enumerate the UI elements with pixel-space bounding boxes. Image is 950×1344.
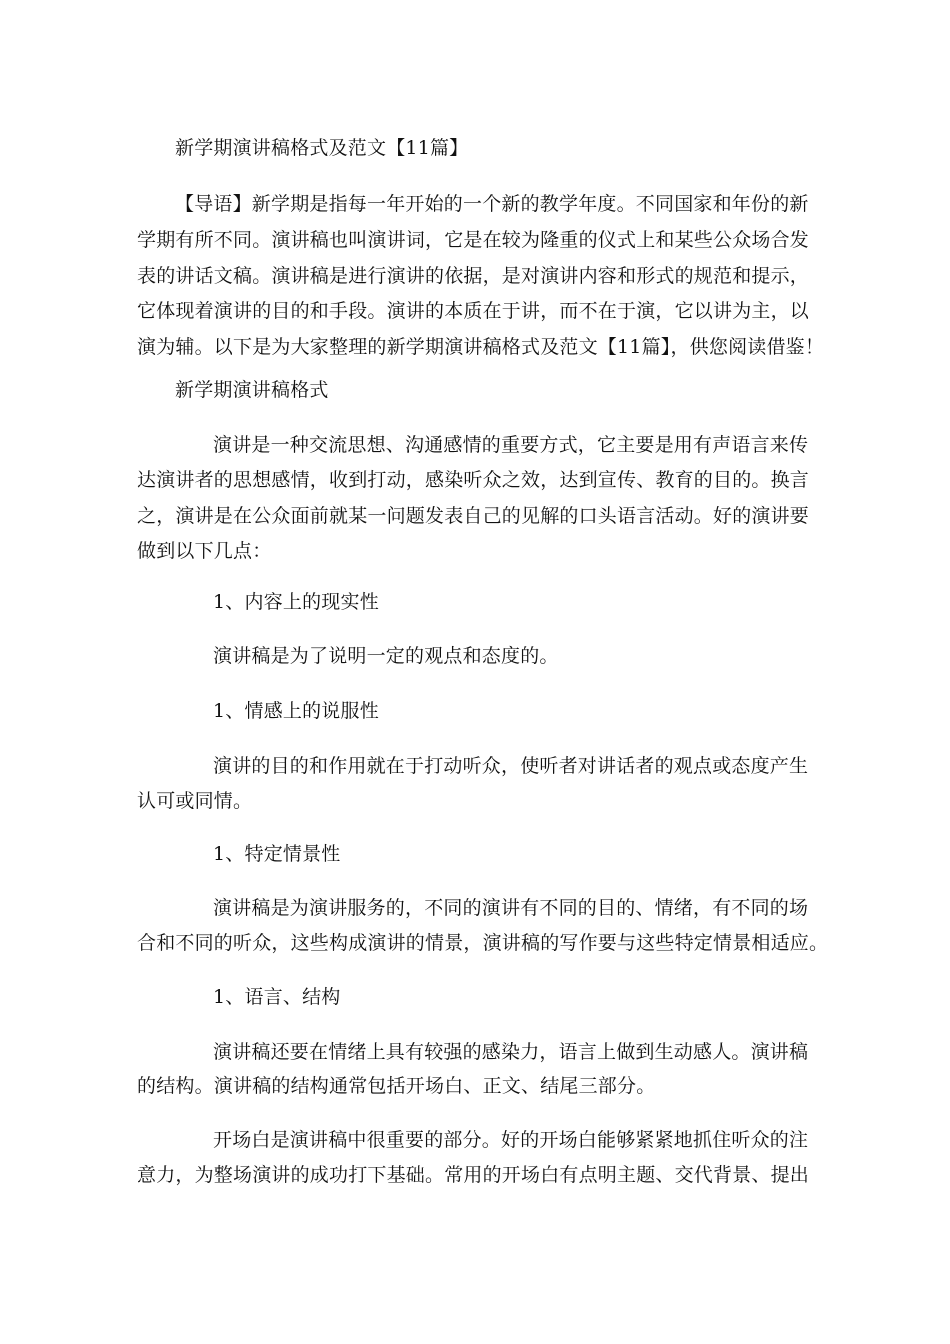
paragraph-line: 做到以下几点： [137, 540, 272, 562]
point-heading: 1、特定情景性 [213, 843, 341, 865]
paragraph-line: 演讲稿是为演讲服务的，不同的演讲有不同的目的、情绪，有不同的场 [213, 897, 809, 919]
paragraph-line: 达演讲者的思想感情，收到打动，感染听众之效，达到宣传、教育的目的。换言 [137, 469, 810, 491]
intro-line: 表的讲话文稿。演讲稿是进行演讲的依据，是对演讲内容和形式的规范和提示， [137, 265, 810, 287]
intro-line: 【导语】新学期是指每一年开始的一个新的教学年度。不同国家和年份的新 [175, 193, 809, 215]
paragraph-line: 演讲稿还要在情绪上具有较强的感染力，语言上做到生动感人。演讲稿 [213, 1041, 809, 1063]
intro-line: 演为辅。以下是为大家整理的新学期演讲稿格式及范文【11篇】，供您阅读借鉴！ [137, 336, 825, 358]
intro-line: 它体现着演讲的目的和手段。演讲的本质在于讲，而不在于演，它以讲为主，以 [137, 300, 810, 322]
point-heading: 1、内容上的现实性 [213, 591, 379, 613]
paragraph-line: 的结构。演讲稿的结构通常包括开场白、正文、结尾三部分。 [137, 1075, 656, 1097]
section-heading: 新学期演讲稿格式 [175, 379, 329, 401]
point-text: 演讲稿是为了说明一定的观点和态度的。 [213, 645, 559, 667]
paragraph-line: 合和不同的听众，这些构成演讲的情景，演讲稿的写作要与这些特定情景相适应。 [137, 932, 829, 954]
document-title: 新学期演讲稿格式及范文【11篇】 [175, 137, 469, 159]
paragraph-line: 演讲是一种交流思想、沟通感情的重要方式，它主要是用有声语言来传 [213, 434, 809, 456]
paragraph-line: 之，演讲是在公众面前就某一问题发表自己的见解的口头语言活动。好的演讲要 [137, 505, 810, 527]
point-heading: 1、语言、结构 [213, 986, 341, 1008]
paragraph-line: 认可或同情。 [137, 790, 253, 812]
paragraph-line: 开场白是演讲稿中很重要的部分。好的开场白能够紧紧地抓住听众的注 [213, 1129, 809, 1151]
paragraph-line: 演讲的目的和作用就在于打动听众，使听者对讲话者的观点或态度产生 [213, 755, 809, 777]
point-heading: 1、情感上的说服性 [213, 700, 379, 722]
intro-line: 学期有所不同。演讲稿也叫演讲词，它是在较为隆重的仪式上和某些公众场合发 [137, 229, 810, 251]
paragraph-line: 意力，为整场演讲的成功打下基础。常用的开场白有点明主题、交代背景、提出 [137, 1164, 810, 1186]
